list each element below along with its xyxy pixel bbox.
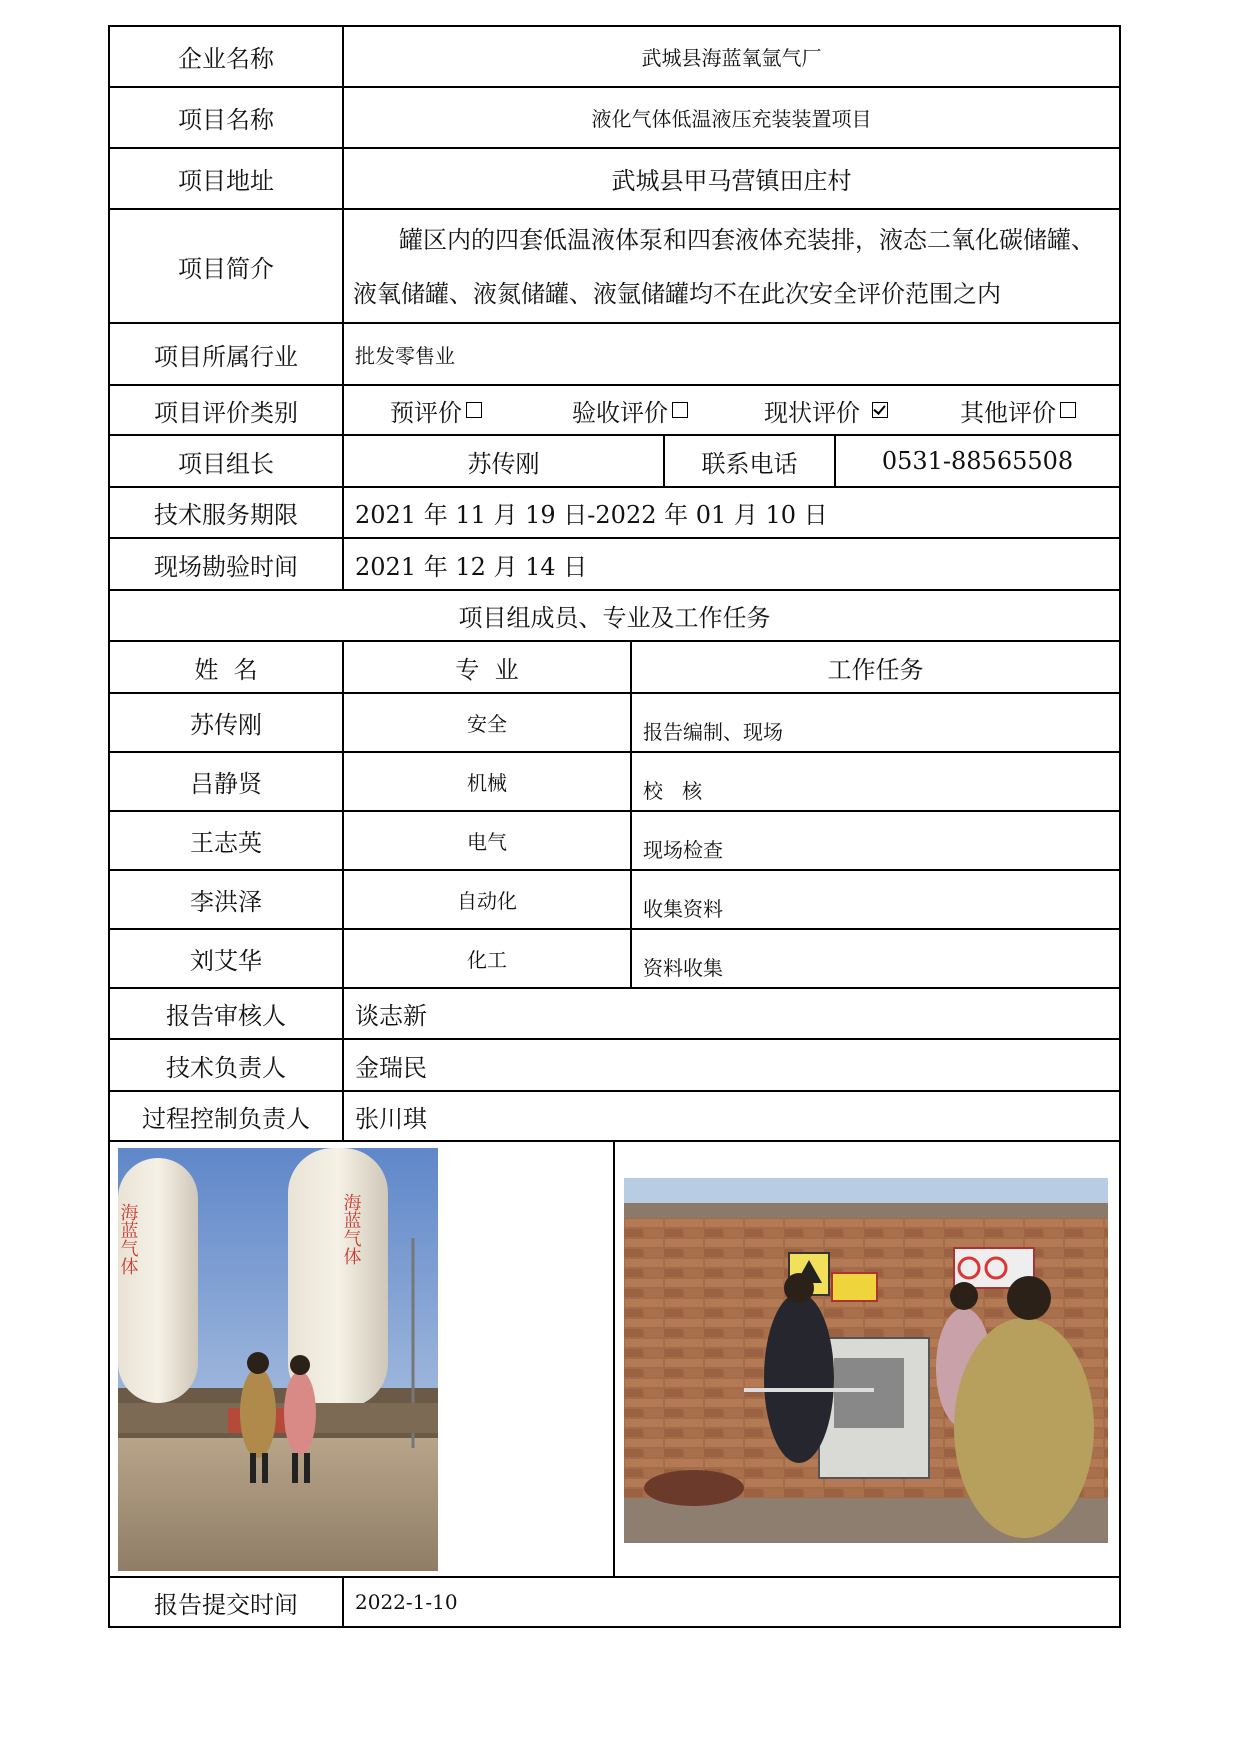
eval-option-acceptance-label: 验收评价: [572, 398, 668, 427]
leader-label: 项目组长: [178, 449, 274, 478]
project-name-value: 液化气体低温液压充装装置项目: [591, 107, 872, 131]
member-specialty: 自动化: [457, 889, 517, 913]
member-name: 苏传刚: [190, 711, 262, 739]
company-value: 武城县海蓝氧氩气厂: [641, 46, 822, 70]
site-survey-value: 2021 年 12 月 14 日: [355, 552, 588, 581]
eval-option-current[interactable]: [764, 386, 924, 434]
member-task: 现场检查: [643, 838, 723, 862]
site-survey-label: 现场勘验时间: [154, 552, 298, 581]
project-intro-line-1: 罐区内的四套低温液体泵和四套液体充装排，液态二氧化碳储罐、: [399, 226, 1095, 254]
project-address-label: 项目地址: [178, 167, 274, 195]
project-intro-text: [345, 213, 1117, 321]
service-period-value: 2021 年 11 月 19 日-2022 年 01 月 10 日: [355, 501, 828, 529]
member-name: 李洪泽: [190, 888, 262, 916]
tech-lead-label: 技术负责人: [166, 1053, 286, 1082]
tank-lettering-left: 海蓝气体: [118, 1203, 139, 1275]
member-name: 刘艾华: [190, 947, 262, 975]
process-lead-label: 过程控制负责人: [142, 1104, 310, 1133]
member-specialty: 安全: [467, 712, 507, 736]
submit-value: 2022-1-10: [355, 1590, 458, 1614]
eval-option-other[interactable]: [960, 386, 1120, 434]
industry-value: 批发零售业: [355, 343, 455, 368]
tech-lead-value: 金瑞民: [355, 1053, 427, 1082]
reviewer-value: 谈志新: [355, 1002, 427, 1030]
process-lead-value: 张川琪: [355, 1104, 427, 1133]
leader-value: 苏传刚: [467, 449, 540, 478]
phone-label: 联系电话: [701, 449, 798, 478]
tank-lettering-right: 海蓝气体: [340, 1193, 362, 1265]
member-task: 资料收集: [643, 956, 723, 980]
member-task: 报告编制、现场: [643, 720, 783, 744]
project-intro-label: 项目简介: [178, 254, 274, 283]
eval-option-other-label: 其他评价: [960, 398, 1056, 427]
industry-label: 项目所属行业: [154, 342, 298, 371]
project-name-label: 项目名称: [178, 106, 274, 134]
member-task: 校 核: [643, 779, 703, 803]
checkbox-empty-icon[interactable]: [466, 402, 482, 418]
service-period-label: 技术服务期限: [154, 501, 298, 529]
submit-label: 报告提交时间: [154, 1590, 298, 1619]
member-specialty: 化工: [467, 948, 507, 972]
reviewer-label: 报告审核人: [166, 1002, 286, 1030]
project-intro-line-2: 液氧储罐、液氮储罐、液氩储罐均不在此次安全评价范围之内: [353, 280, 1001, 308]
evaluation-type-label: 项目评价类别: [154, 398, 298, 427]
header-task: 工作任务: [827, 655, 924, 684]
checkbox-checked-icon[interactable]: [872, 402, 888, 418]
member-name: 吕静贤: [190, 770, 262, 798]
eval-option-acceptance[interactable]: [572, 386, 732, 434]
member-specialty: 电气: [467, 830, 507, 854]
site-photo-tanks: [118, 1148, 438, 1571]
eval-option-pre[interactable]: [390, 386, 520, 434]
member-name: 王志英: [190, 829, 262, 857]
project-address-value: 武城县甲马营镇田庄村: [611, 167, 852, 195]
members-section-title: 项目组成员、专业及工作任务: [458, 604, 771, 632]
checkbox-empty-icon[interactable]: [672, 402, 688, 418]
checkbox-empty-icon[interactable]: [1060, 402, 1076, 418]
company-label: 企业名称: [178, 45, 274, 73]
header-name: 姓 名: [194, 655, 258, 684]
phone-value: 0531-88565508: [881, 447, 1074, 475]
member-task: 收集资料: [643, 897, 723, 921]
member-specialty: 机械: [467, 771, 507, 795]
site-photo-inspection: [624, 1178, 1108, 1543]
header-specialty: 专 业: [455, 655, 519, 684]
eval-option-pre-label: 预评价: [390, 398, 462, 427]
eval-option-current-label: 现状评价: [764, 398, 860, 427]
